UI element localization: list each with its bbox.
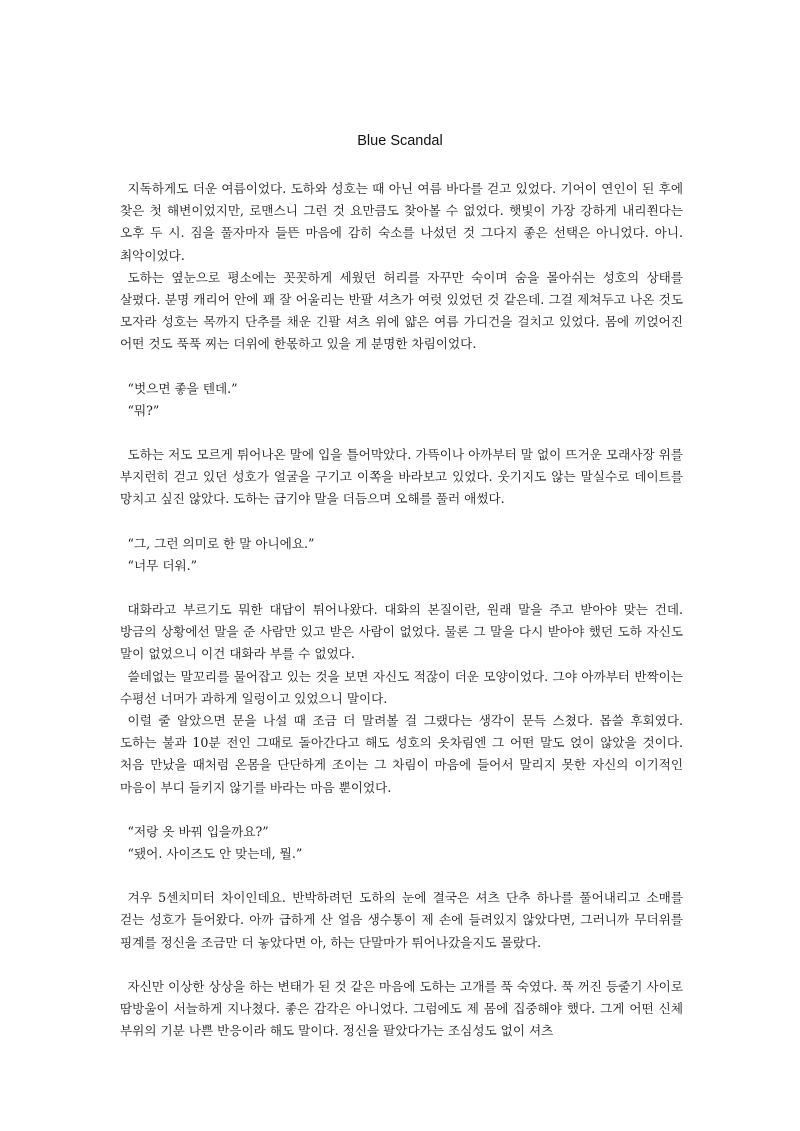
- dialogue-line: “됐어. 사이즈도 안 맞는데, 뭘.”: [127, 846, 303, 862]
- dialogue-line: “벗으면 좋을 텐데.”: [127, 380, 238, 396]
- paragraph-gap: [120, 954, 683, 976]
- dialogue-line: “뭐?”: [127, 402, 160, 418]
- paragraph: 쓸데없는 말꼬리를 물어잡고 있는 것을 보면 자신도 적잖이 더운 모양이었다. 그야 아까부터 반짝이는 수평선 너머가 과하게 일렁이고 있었으니 말이다.: [120, 668, 683, 706]
- dialogue-line: “너무 더워.”: [127, 557, 198, 573]
- document-body: [120, 178, 683, 1043]
- paragraph: 이럴 줄 알았으면 문을 나설 때 조금 더 말려볼 걸 그랬다는 생각이 문득 스쳤다. 몹쓸 후회였다. 도하는 불과 10분 전인 그때로 돌아간다고 해도 성호의 옷차림엔 그 어떤 말도 얹이 않았을 것이다. 처음 만났을 때처럼 온몸을 단단하게 조이는 그 차림이 마음에 들어서 말리지 못한 자신의 이기적인 마음이 부디 들키지 않기를 바라는 마음 뿐이었다.: [120, 713, 683, 795]
- dialogue-line: “저랑 옷 바꿔 입을까요?”: [127, 823, 269, 839]
- paragraph-gap: [120, 577, 683, 599]
- paragraph-gap: [120, 865, 683, 887]
- paragraph: 자신만 이상한 상상을 하는 변태가 된 것 같은 마음에 도하는 고개를 푹 숙였다. 푹 꺼진 등줄기 사이로 땀방울이 서늘하게 지나쳤다. 좋은 감각은 아니었다. 그럼에도 제 몸에 집중해야 했다. 그게 어떤 신체 부위의 기분 나쁜 반응이라 해도 말이다. 정신을 팔았다가는 조심성도 없이 셔츠: [120, 978, 683, 1039]
- paragraph: 겨우 5센치미터 차이인데요. 반박하려던 도하의 눈에 결국은 셔츠 단추 하나를 풀어내리고 소매를 걷는 성호가 들어왔다. 아까 급하게 산 얼음 생수통이 제 손에 들려있지 않았다면, 그러니까 무더위를 핑계를 정신을 조금만 더 놓았다면 아, 하는 단말마가 튀어나갔을지도 몰랐다.: [120, 890, 683, 950]
- document-title: Blue Scandal: [357, 133, 443, 149]
- paragraph: 지독하게도 더운 여름이었다. 도하와 성호는 때 아닌 여름 바다를 걷고 있었다. 기어이 연인이 된 후에 찾은 첫 해변이었지만, 로맨스니 그런 것 요만큼도 찾아볼 수 없었다. 햇빛이 가장 강하게 내리쬔다는 오후 두 시. 짐을 풀자마자 들뜬 마음에 감히 숙소를 나섰던 것 그다지 좋은 선택은 아니었다. 아니. 최악이었다.: [120, 181, 683, 263]
- paragraph-gap: [120, 799, 683, 821]
- paragraph: 도하는 저도 모르게 튀어나온 말에 입을 틀어막았다. 가뜩이나 아까부터 말 없이 뜨거운 모래사장 위를 부지런히 걷고 있던 성호가 얼굴을 구기고 이쪽을 바라보고 있었다. 웃기지도 않는 말실수로 데이트를 망치고 싶진 않았다. 도하는 급기야 말을 더듬으며 오해를 풀러 애썼다.: [120, 447, 683, 507]
- paragraph: 도하는 옆눈으로 평소에는 꼿꼿하게 세웠던 허리를 자꾸만 숙이며 숨을 몰아쉬는 성호의 상태를 살폈다. 분명 캐리어 안에 꽤 잘 어울리는 반팔 셔츠가 여럿 있었던 것 같은데. 그걸 제쳐두고 나온 것도 모자라 성호는 목까지 단추를 채운 긴팔 셔츠 위에 얇은 여름 가디건을 걸치고 있었다. 몸에 끼얹어진 어떤 것도 푹푹 찌는 더위에 한몫하고 있을 게 분명한 차림이었다.: [120, 269, 683, 352]
- paragraph-gap: [120, 356, 683, 378]
- paragraph-gap: [120, 422, 683, 444]
- dialogue-line: “그, 그런 의미로 한 말 아니에요.”: [127, 535, 315, 551]
- paragraph: 대화라고 부르기도 뭐한 대답이 튀어나왔다. 대화의 본질이란, 원래 말을 주고 받아야 맞는 건데. 방금의 상황에선 말을 준 사람만 있고 받은 사람이 없었다. 물론 그 말을 다시 받아야 했던 도하 자신도 말이 없었으니 이건 대화라 부를 수 없었다.: [120, 602, 683, 662]
- paragraph-gap: [120, 511, 683, 533]
